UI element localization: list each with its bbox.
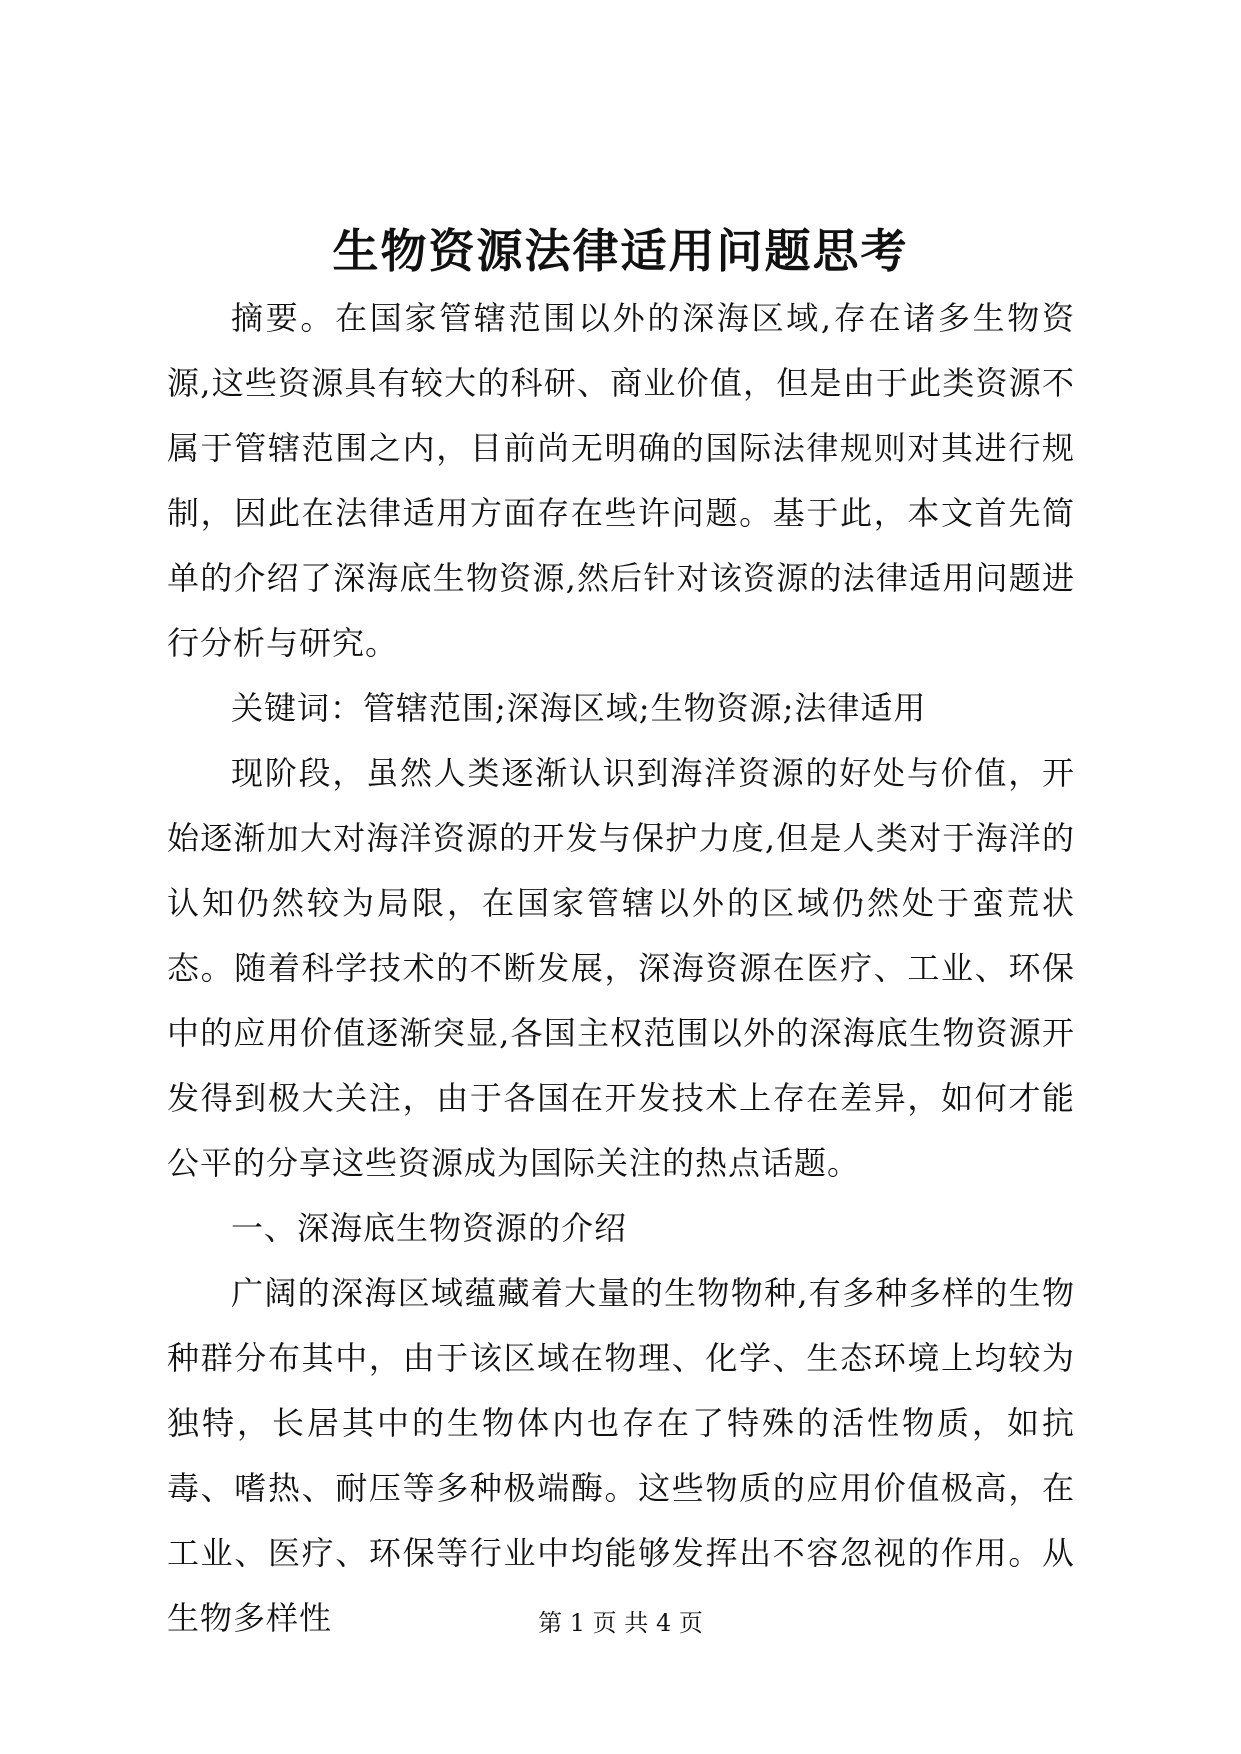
abstract-paragraph: 摘要。在国家管辖范围以外的深海区域,存在诸多生物资源,这些资源具有较大的科研、商业价值，但是由于此类资源不属于管辖范围之内，目前尚无明确的国际法律规则对其进行规制，因此在法律适用方面存在些许问题。基于此，本文首先简单的介绍了深海底生物资源,然后针对该资源的法律适用问题进行分析与研究。 bbox=[167, 299, 1075, 662]
keywords-paragraph: 关键词：管辖范围;深海区域;生物资源;法律适用 bbox=[231, 689, 927, 727]
document-body bbox=[167, 286, 1075, 1651]
section-paragraph: 广阔的深海区域蕴藏着大量的生物物种,有多种多样的生物种群分布其中，由于该区域在物理、化学、生态环境上均较为独特，长居其中的生物体内也存在了特殊的活性物质，如抗毒、嗜热、耐压等多种极端酶。这些物质的应用价值极高，在工业、医疗、环保等行业中均能够发挥出不容忽视的作用。从生物多样性 bbox=[167, 1274, 1075, 1637]
intro-paragraph: 现阶段，虽然人类逐渐认识到海洋资源的好处与价值，开始逐渐加大对海洋资源的开发与保护力度,但是人类对于海洋的认知仍然较为局限，在国家管辖以外的区域仍然处于蛮荒状态。随着科学技术的不断发展，深海资源在医疗、工业、环保中的应用价值逐渐突显,各国主权范围以外的深海底生物资源开发得到极大关注，由于各国在开发技术上存在差异，如何才能公平的分享这些资源成为国际关注的热点话题。 bbox=[167, 754, 1075, 1182]
section-heading: 一、深海底生物资源的介绍 bbox=[231, 1209, 628, 1247]
page-footer: 第 1 页 共 4 页 bbox=[538, 1609, 703, 1637]
document-title: 生物资源法律适用问题思考 bbox=[332, 224, 909, 278]
